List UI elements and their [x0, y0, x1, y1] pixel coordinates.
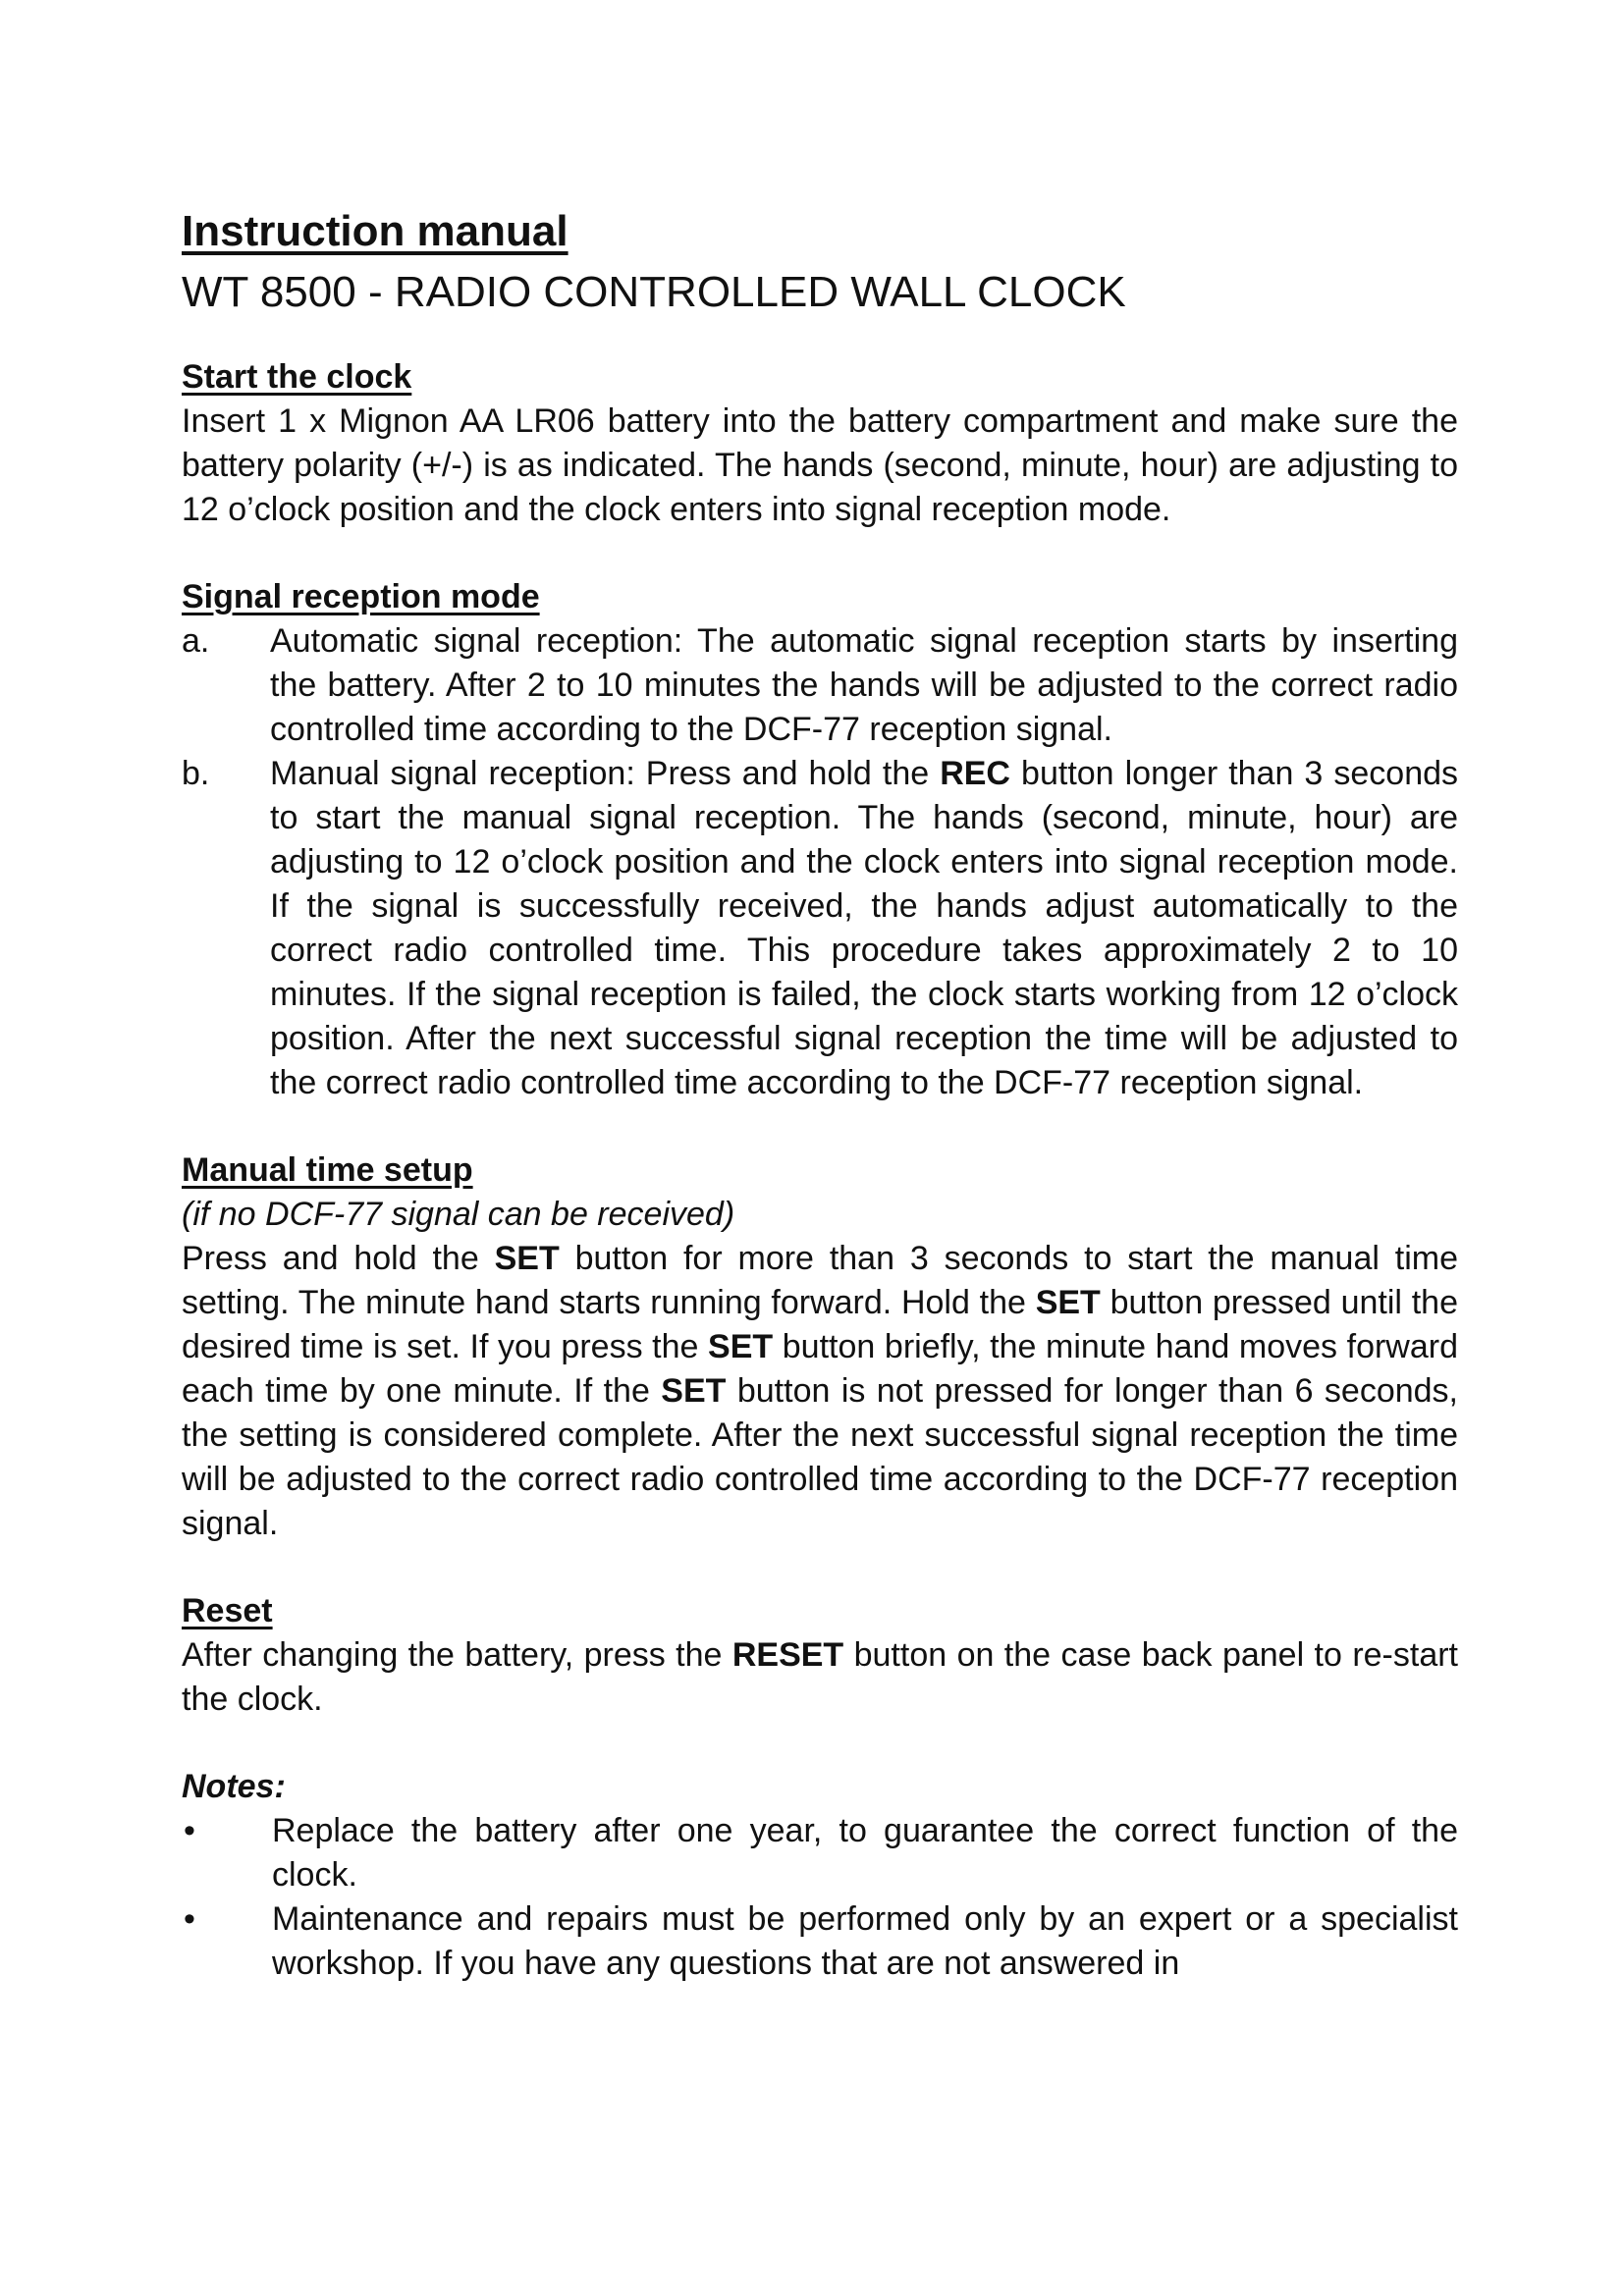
- signal-reception-heading: Signal reception mode: [182, 578, 540, 615]
- start-clock-section: [182, 355, 1458, 532]
- set-button-label: SET: [708, 1328, 774, 1365]
- text-segment: button longer than 3 seconds to start the manual signal reception. The hands (second, minute, hour) are adjusting to 12 o’clock position and the clock enters into signal reception mode. If the signal is successfully received, the hands adjust automatically to the correct radio controlled time. This procedure takes approximately 2 to 10 minutes. If the signal reception is failed, the clock starts working from 12 o’clock position. After the next successful signal reception the time will be adjusted to the correct radio controlled time according to the DCF-77 reception signal.: [270, 755, 1459, 1101]
- manual-time-setup-text: [182, 1237, 1458, 1546]
- bullet-icon: •: [184, 1812, 195, 1849]
- text-segment: button is not pressed for longer than 6 seconds, the setting is considered complete. After the next successful signal reception the time will be adjusted to the correct radio controlled time according to the DCF-77 reception signal.: [182, 1372, 1458, 1542]
- list-item: [182, 1897, 1458, 1986]
- set-button-label: SET: [661, 1372, 727, 1410]
- document-title: Instruction manual: [182, 207, 568, 255]
- manual-time-setup-section: [182, 1148, 1458, 1546]
- manual-reception-text: [270, 752, 1458, 1105]
- note-text: Replace the battery after one year, to guarantee the correct function of the clock.: [272, 1812, 1458, 1894]
- text-segment: After changing the battery, press the: [182, 1636, 732, 1674]
- text-segment: button on the case back panel to re-start the clock.: [182, 1636, 1458, 1718]
- automatic-reception-text: Automatic signal reception: The automatic signal reception starts by inserting the battery. After 2 to 10 minutes the hands will be adjusted to the correct radio controlled time according to the DCF-77 reception signal.: [270, 622, 1458, 748]
- note-text: Maintenance and repairs must be performed only by an expert or a specialist workshop. If you have any questions that are not answered in: [272, 1900, 1458, 1982]
- set-button-label: SET: [1035, 1284, 1101, 1321]
- text-segment: button for more than 3 seconds to start the manual time setting. The minute hand starts running forward. Hold the: [182, 1240, 1459, 1321]
- reset-text: [182, 1633, 1458, 1722]
- manual-time-setup-subheading: (if no DCF-77 signal can be received): [182, 1196, 735, 1233]
- list-marker: b.: [182, 755, 210, 792]
- notes-heading: Notes:: [182, 1768, 286, 1805]
- document-subtitle: WT 8500 - RADIO CONTROLLED WALL CLOCK: [182, 268, 1126, 316]
- list-item: [182, 1809, 1458, 1897]
- bullet-icon: •: [184, 1900, 195, 1938]
- reset-section: [182, 1589, 1458, 1722]
- text-segment: button pressed until the desired time is set. If you press the: [182, 1284, 1458, 1365]
- text-segment: button briefly, the minute hand moves forward each time by one minute. If the: [182, 1328, 1458, 1410]
- rec-button-label: REC: [940, 755, 1010, 792]
- list-item: [182, 619, 1458, 752]
- reset-heading: Reset: [182, 1592, 273, 1629]
- list-marker: a.: [182, 622, 210, 660]
- signal-reception-list: [182, 619, 1458, 1105]
- manual-page: [182, 204, 1458, 1986]
- reset-button-label: RESET: [731, 1636, 844, 1674]
- set-button-label: SET: [494, 1240, 560, 1277]
- start-clock-heading: Start the clock: [182, 358, 412, 396]
- list-item: [182, 752, 1458, 1105]
- text-segment: Press and hold the: [182, 1240, 495, 1277]
- signal-reception-section: [182, 575, 1458, 1105]
- manual-time-setup-heading: Manual time setup: [182, 1151, 473, 1189]
- notes-section: [182, 1765, 1458, 1986]
- notes-list: [182, 1809, 1458, 1986]
- start-clock-text: Insert 1 x Mignon AA LR06 battery into the battery compartment and make sure the battery polarity (+/-) is as indicated. The hands (second, minute, hour) are adjusting to 12 o’clock position and the clock enters into signal reception mode.: [182, 402, 1458, 528]
- text-segment: Manual signal reception: Press and hold the: [270, 755, 941, 792]
